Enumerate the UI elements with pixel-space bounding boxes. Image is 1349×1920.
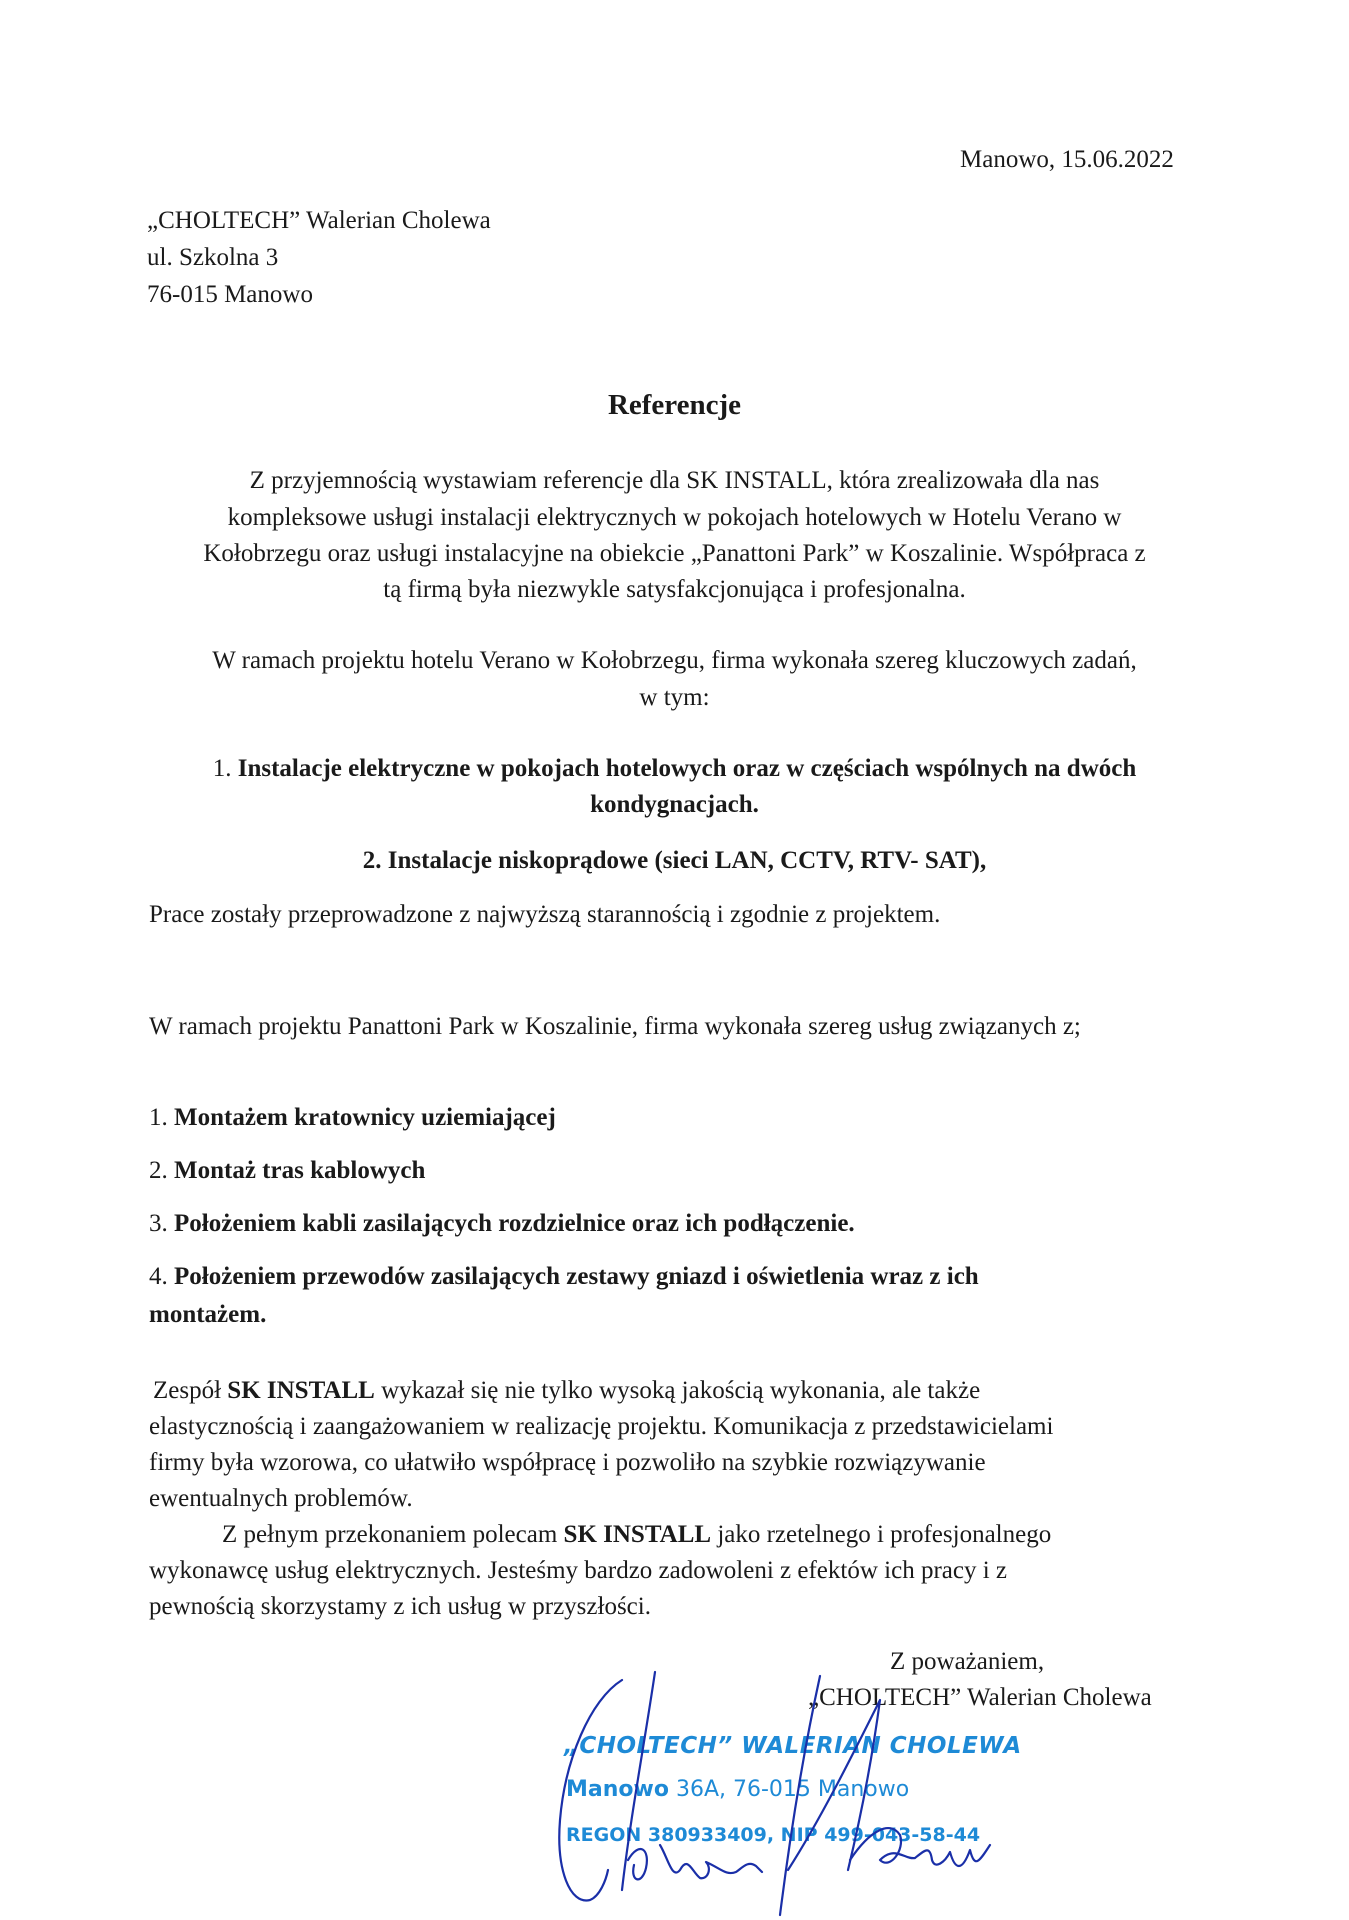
item-text: Położeniem kabli zasilających rozdzielnice oraz ich podłączenie. bbox=[174, 1210, 855, 1237]
company-name: SK INSTALL bbox=[227, 1377, 375, 1404]
team-line: firmy była wzorowa, co ułatwiło współpracę i pozwoliło na szybkie rozwiązywanie bbox=[149, 1449, 986, 1476]
panattoni-intro: W ramach projektu Panattoni Park w Koszalinie, firma wykonała szereg usług związanych z; bbox=[149, 1013, 1081, 1040]
intro-line: tą firmą była niezwykle satysfakcjonująca i profesjonalna. bbox=[383, 576, 966, 603]
signer-name: „CHOLTECH” Walerian Cholewa bbox=[808, 1684, 1152, 1711]
verano-closing: Prace zostały przeprowadzone z najwyższą starannością i zgodnie z projektem. bbox=[149, 901, 941, 928]
text: Zespół bbox=[153, 1377, 228, 1404]
recommendation-line: wykonawcę usług elektrycznych. Jesteśmy bardzo zadowoleni z efektów ich pracy i z bbox=[149, 1557, 1008, 1584]
stamp-address-bold: Manowo bbox=[566, 1777, 669, 1802]
salutation: Z poważaniem, bbox=[890, 1648, 1045, 1675]
item-text: Montaż tras kablowych bbox=[174, 1157, 426, 1184]
item-text: Montażem kratownicy uziemiającej bbox=[174, 1104, 556, 1131]
item-number: 1. bbox=[149, 1104, 168, 1131]
intro-line: Kołobrzegu oraz usługi instalacyjne na obiekcie „Panattoni Park” w Koszalinie. Współpraca z bbox=[203, 540, 1146, 567]
recommendation-line: pewnością skorzystamy z ich usług w przyszłości. bbox=[149, 1593, 651, 1620]
sender-name: „CHOLTECH” Walerian Cholewa bbox=[147, 207, 491, 234]
text: wykazał się nie tylko wysoką jakością wykonania, ale także bbox=[374, 1377, 981, 1404]
document-title: Referencje bbox=[607, 389, 742, 421]
sender-street: ul. Szkolna 3 bbox=[147, 244, 279, 271]
team-line: elastycznością i zaangażowaniem w realizację projektu. Komunikacja z przedstawicielami bbox=[149, 1413, 1054, 1440]
item-text: Instalacje niskoprądowe (sieci LAN, CCTV, RTV- SAT), bbox=[387, 847, 987, 874]
panattoni-item-4-cont: montażem. bbox=[149, 1301, 267, 1328]
team-line: ewentualnych problemów. bbox=[149, 1485, 413, 1512]
intro-line: kompleksowe usługi instalacji elektrycznych w pokojach hotelowych w Hotelu Verano w bbox=[227, 504, 1122, 531]
stamp-title: „CHOLTECH” WALERIAN CHOLEWA bbox=[564, 1733, 1022, 1759]
item-text: Instalacje elektryczne w pokojach hotelowych oraz w częściach wspólnych na dwóch bbox=[237, 755, 1137, 782]
item-number: 2. bbox=[362, 847, 382, 874]
verano-intro-line: w tym: bbox=[639, 684, 710, 711]
text: Z pełnym przekonaniem polecam bbox=[222, 1521, 564, 1548]
stamp-ids: REGON 380933409, NIP 499-043-58-44 bbox=[566, 1824, 981, 1846]
company-name: SK INSTALL bbox=[563, 1521, 712, 1548]
intro-line: Z przyjemnością wystawiam referencje dla SK INSTALL, która zrealizowała dla nas bbox=[249, 467, 1100, 494]
item-number: 2. bbox=[149, 1157, 168, 1184]
stamp-address-rest: 36A, 76-015 Manowo bbox=[668, 1777, 910, 1802]
item-number: 4. bbox=[149, 1263, 168, 1290]
verano-item-1-cont: kondygnacjach. bbox=[590, 791, 759, 818]
item-number: 1. bbox=[212, 755, 232, 782]
sender-postal-city: 76-015 Manowo bbox=[147, 281, 313, 308]
item-text: Położeniem przewodów zasilających zestawy gniazd i oświetlenia wraz z ich bbox=[174, 1263, 979, 1290]
verano-intro-line: W ramach projektu hotelu Verano w Kołobrzegu, firma wykonała szereg kluczowych zadań, bbox=[212, 647, 1137, 674]
text: jako rzetelnego i profesjonalnego bbox=[711, 1521, 1052, 1548]
place-date: Manowo, 15.06.2022 bbox=[960, 146, 1174, 173]
item-number: 3. bbox=[149, 1210, 168, 1237]
